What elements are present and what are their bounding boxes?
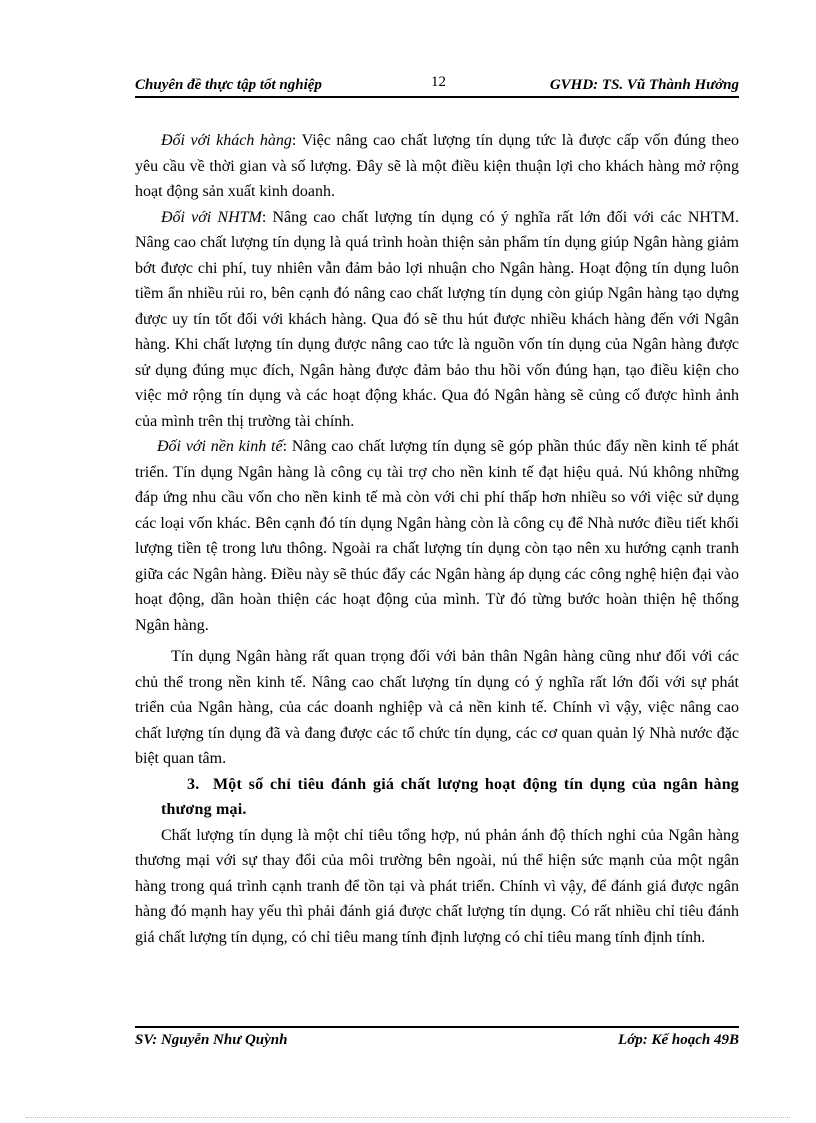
header-report-title: Chuyên đề thực tập tốt nghiệp [135,77,322,93]
page-number: 12 [431,74,446,90]
footer-student: SV: Nguyễn Như Quỳnh [135,1032,288,1048]
section-title: Một số chỉ tiêu đánh giá chất lượng hoạt động tín dụng của ngân hàng thương mại. [161,775,739,818]
header-supervisor: GVHD: TS. Vũ Thành Hưởng [549,77,739,93]
paragraph-economy [135,434,739,638]
paragraph-text: : Việc nâng cao chất lượng tín dụng tức là được cấp vốn đúng theo yêu cầu về thời gian và số lượng. Đây sẽ là một điều kiện thuận lợi cho khách hàng mở rộng hoạt động sản xuất kinh doanh. [135,132,739,200]
paragraph-lead: Đối với nền kinh tế [157,438,283,455]
section-heading [135,772,739,823]
document-body [135,128,739,950]
paragraph-text: : Nâng cao chất lượng tín dụng sẽ góp phần thúc đẩy nền kinh tế phát triển. Tín dụng Ngân hàng là công cụ tài trợ cho nền kinh tế đạt hiệu quả. Nú không những đáp ứng nhu cầu vốn cho nền kinh tế mà còn với chi phí thấp hơn nhiều so với việc sử dụng các loại vốn khác. Bên cạnh đó tín dụng Ngân hàng còn là công cụ để Nhà nước điều tiết khối lượng tiền tệ trong lưu thông. Ngoài ra chất lượng tín dụng còn tạo nên xu hướng cạnh tranh giữa các Ngân hàng. Điều này sẽ thúc đẩy các Ngân hàng áp dụng các công nghệ hiện đại vào hoạt động, dần hoàn thiện các hoạt động của mình. Từ đó từng bước hoàn thiện hệ thống Ngân hàng. [135,438,740,634]
paragraph-credit-quality [135,823,739,951]
paragraph-lead: Đối với NHTM [161,208,262,226]
page-header [135,74,739,98]
section-number: 3. [187,775,200,793]
paragraph-text: Chất lượng tín dụng là một chỉ tiêu tổng hợp, nú phản ánh độ thích nghi của Ngân hàng thương mại với sự thay đổi của môi trường bên ngoài, nú thể hiện sức mạnh của một ngân hàng trong quá trình cạnh tranh để tồn tại và phát triển. Chính vì vậy, để đánh giá được ngân hàng đó mạnh hay yếu thì phải đánh giá được chất lượng tín dụng. Có rất nhiều chỉ tiêu đánh giá chất lượng tín dụng, có chỉ tiêu mang tính định lượng có chỉ tiêu mang tính định tính. [135,826,739,946]
page-footer [135,1026,739,1050]
paragraph-commercial-banks [135,205,739,435]
page-bottom-divider [26,1117,790,1118]
footer-class: Lớp: Kế hoạch 49B [618,1032,739,1048]
paragraph-text: : Nâng cao chất lượng tín dụng có ý nghĩa rất lớn đối với các NHTM. Nâng cao chất lượng tín dụng là quá trình hoàn thiện sản phẩm tín dụng giúp Ngân hàng giảm bớt được chi phí, tuy nhiên vẫn đảm bảo lợi nhuận cho Ngân hàng. Hoạt động tín dụng luôn tiềm ẩn nhiều rủi ro, bên cạnh đó nâng cao chất lượng tín dụng còn giúp Ngân hàng tạo dựng được uy tín tốt đối với khách hàng. Qua đó sẽ thu hút được nhiều khách hàng đến với Ngân hàng. Khi chất lượng tín dụng được nâng cao tức là nguồn vốn tín dụng của Ngân hàng được sử dụng đúng mục đích, Ngân hàng được đảm bảo thu hồi vốn đúng hạn, tạo điều kiện cho việc mở rộng tín dụng và các hoạt động khác. Qua đó Ngân hàng sẽ củng cố được hình ảnh của mình trên thị trường tài chính. [135,208,739,430]
paragraph-lead: Đối với khách hàng [161,132,292,149]
paragraph-importance [135,644,739,772]
paragraph-text: Tín dụng Ngân hàng rất quan trọng đối với bản thân Ngân hàng cũng như đối với các chủ thể trong nền kinh tế. Nâng cao chất lượng tín dụng có ý nghĩa rất lớn đối với sự phát triển của Ngân hàng, của các doanh nghiệp và cả nền kinh tế. Chính vì vậy, việc nâng cao chất lượng tín dụng đã và đang được các tổ chức tín dụng, các cơ quan quản lý Nhà nước đặc biệt quan tâm. [135,648,739,767]
paragraph-customers [135,128,739,205]
